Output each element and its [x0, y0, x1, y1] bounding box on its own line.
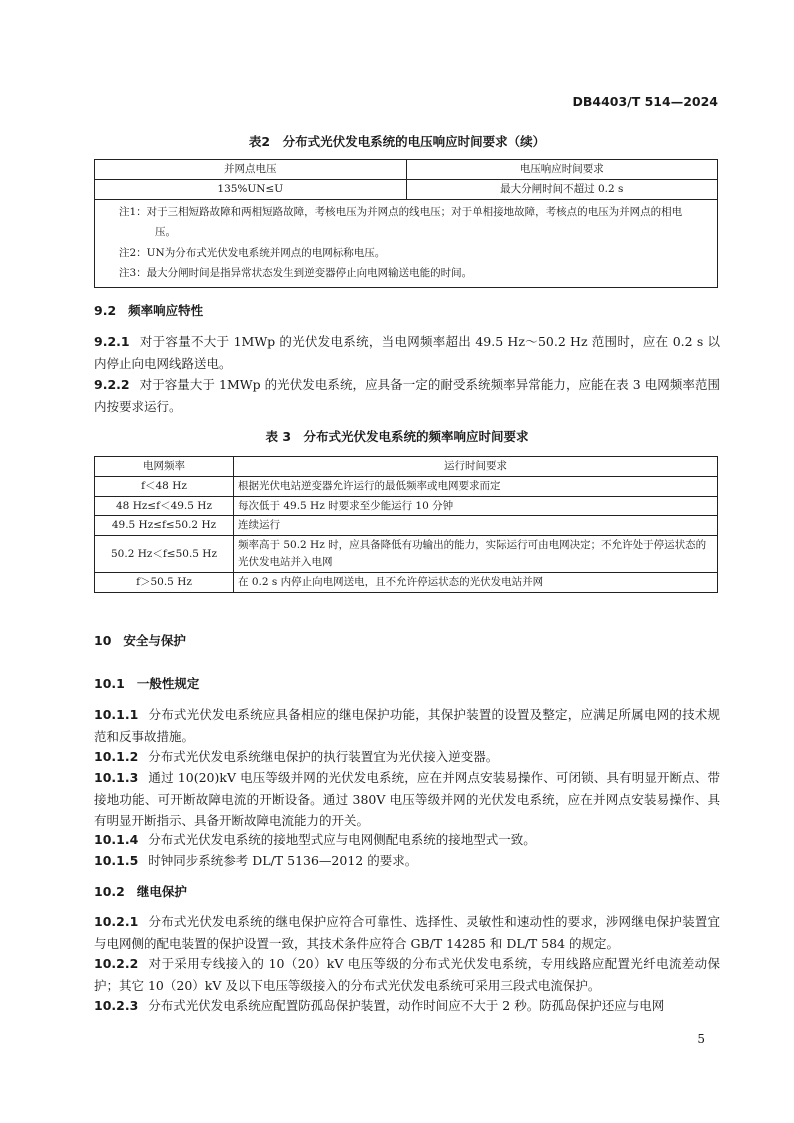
- clause-text: 分布式光伏发电系统的继电保护应符合可靠性、选择性、灵敏性和速动性的要求，涉网继电保护装置宜与电网侧的配电装置的保护设置一致，其技术条件应符合 GB/T 14285 和 DL/T 584 的规定。: [94, 914, 720, 951]
- paragraph: [94, 704, 720, 747]
- section-title: 一般性规定: [136, 676, 200, 691]
- paragraph: [94, 850, 720, 872]
- clause-number: 9.2.2: [94, 377, 130, 392]
- paragraph: [94, 767, 720, 832]
- paragraph: [94, 374, 720, 417]
- table-note: 注2：UN为分布式光伏发电系统并网点的电网标称电压。: [119, 246, 386, 259]
- clause-text: 分布式光伏发电系统继电保护的执行装置宜为光伏接入逆变器。: [148, 749, 499, 764]
- clause-number: 10.1.1: [94, 707, 139, 722]
- table-row: [95, 516, 718, 536]
- table-cell: 根据光伏电站逆变器允许运行的最低频率或电网要求而定: [234, 476, 718, 496]
- clause-number: 10.1.4: [94, 832, 139, 847]
- table-2-header-cell: 并网点电压: [95, 160, 407, 180]
- clause-text: 对于容量不大于 1MWp 的光伏发电系统，当电网频率超出 49.5 Hz～50.2 Hz 范围时，应在 0.2 s 以内停止向电网线路送电。: [94, 334, 720, 371]
- table-3-header-cell: 运行时间要求: [234, 457, 718, 477]
- paragraph: [94, 746, 720, 768]
- section-number: 9.2: [94, 303, 117, 318]
- section-heading: [94, 882, 187, 900]
- table-cell: 135%UN≤U: [95, 179, 407, 199]
- table-cell: 连续运行: [234, 516, 718, 536]
- clause-number: 10.2.2: [94, 956, 139, 971]
- table-3-header-cell: 电网频率: [95, 457, 234, 477]
- table-row: [95, 179, 718, 199]
- table-cell: 频率高于 50.2 Hz 时，应具备降低有功输出的能力，实际运行可由电网决定；不允许处于停运状态的光伏发电站并入电网: [234, 536, 718, 573]
- table-note: 注1：对于三相短路故障和两相短路故障，考核电压为并网点的线电压；对于单相接地故障，考核点的电压为并网点的相电压。: [119, 205, 683, 239]
- clause-number: 10.1.5: [94, 853, 139, 868]
- table-cell: 在 0.2 s 内停止向电网送电，且不允许停运状态的光伏发电站并网: [234, 572, 718, 592]
- table-cell: f＞50.5 Hz: [95, 572, 234, 592]
- clause-text: 对于容量大于 1MWp 的光伏发电系统，应具备一定的耐受系统频率异常能力，应能在表 3 电网频率范围内按要求运行。: [94, 377, 720, 414]
- clause-number: 10.1.3: [94, 770, 139, 785]
- section-title: 继电保护: [136, 884, 187, 899]
- table-2-notes-row: [95, 199, 718, 287]
- section-number: 10.1: [94, 676, 125, 691]
- paragraph: [94, 953, 720, 996]
- paragraph: [94, 331, 720, 374]
- table-3-title: 表 3 分布式光伏发电系统的频率响应时间要求: [265, 429, 529, 444]
- table-row: [95, 476, 718, 496]
- clause-text: 分布式光伏发电系统的接地型式应与电网侧配电系统的接地型式一致。: [148, 832, 536, 847]
- clause-text: 分布式光伏发电系统应配置防孤岛保护装置，动作时间应不大于 2 秒。防孤岛保护还应与电网: [148, 998, 665, 1013]
- chapter-number: 10: [94, 633, 112, 648]
- clause-number: 10.2.3: [94, 998, 139, 1013]
- table-cell: 50.2 Hz＜f≤50.5 Hz: [95, 536, 234, 573]
- clause-number: 9.2.1: [94, 334, 130, 349]
- section-heading: [94, 674, 199, 692]
- table-3: [94, 456, 718, 593]
- paragraph: [94, 829, 720, 851]
- paragraph: [94, 911, 720, 954]
- section-heading: [94, 301, 203, 319]
- table-cell: 每次低于 49.5 Hz 时要求至少能运行 10 分钟: [234, 496, 718, 516]
- table-2: [94, 159, 718, 288]
- section-title: 频率响应特性: [128, 303, 204, 318]
- chapter-heading: [94, 631, 186, 649]
- clause-text: 对于采用专线接入的 10（20）kV 电压等级的分布式光伏发电系统，专用线路应配置光纤电流差动保护；其它 10（20）kV 及以下电压等级接入的分布式光伏发电系统可采用三段式电流保护。: [94, 956, 720, 993]
- table-cell: 最大分闸时间不超过 0.2 s: [406, 179, 718, 199]
- table-2-header-cell: 电压响应时间要求: [406, 160, 718, 180]
- chapter-title: 安全与保护: [123, 633, 186, 648]
- clause-text: 分布式光伏发电系统应具备相应的继电保护功能，其保护装置的设置及整定，应满足所属电网的技术规范和反事故措施。: [94, 707, 720, 744]
- clause-text: 时钟同步系统参考 DL/T 5136—2012 的要求。: [148, 853, 418, 868]
- page-number: 5: [697, 1032, 705, 1046]
- table-row: [95, 572, 718, 592]
- clause-text: 通过 10(20)kV 电压等级并网的光伏发电系统，应在并网点安装易操作、可闭锁、具有明显开断点、带接地功能、可开断故障电流的开断设备。通过 380V 电压等级并网的光伏发电系统，应在并网点安装易操作、具有明显开断指示、具备开断故障电流能力的开关。: [94, 770, 720, 828]
- table-cell: 48 Hz≤f＜49.5 Hz: [95, 496, 234, 516]
- table-2-header-row: [95, 160, 718, 180]
- document-code: DB4403/T 514—2024: [572, 94, 718, 109]
- table-2-title: 表2 分布式光伏发电系统的电压响应时间要求（续）: [248, 134, 546, 149]
- table-row: [95, 496, 718, 516]
- clause-number: 10.1.2: [94, 749, 139, 764]
- table-note: 注3：最大分闸时间是指异常状态发生到逆变器停止向电网输送电能的时间。: [119, 267, 473, 280]
- table-row: [95, 536, 718, 573]
- table-cell: f＜48 Hz: [95, 476, 234, 496]
- table-cell: 49.5 Hz≤f≤50.2 Hz: [95, 516, 234, 536]
- section-number: 10.2: [94, 884, 125, 899]
- paragraph: [94, 995, 720, 1017]
- clause-number: 10.2.1: [94, 914, 139, 929]
- table-3-header-row: [95, 457, 718, 477]
